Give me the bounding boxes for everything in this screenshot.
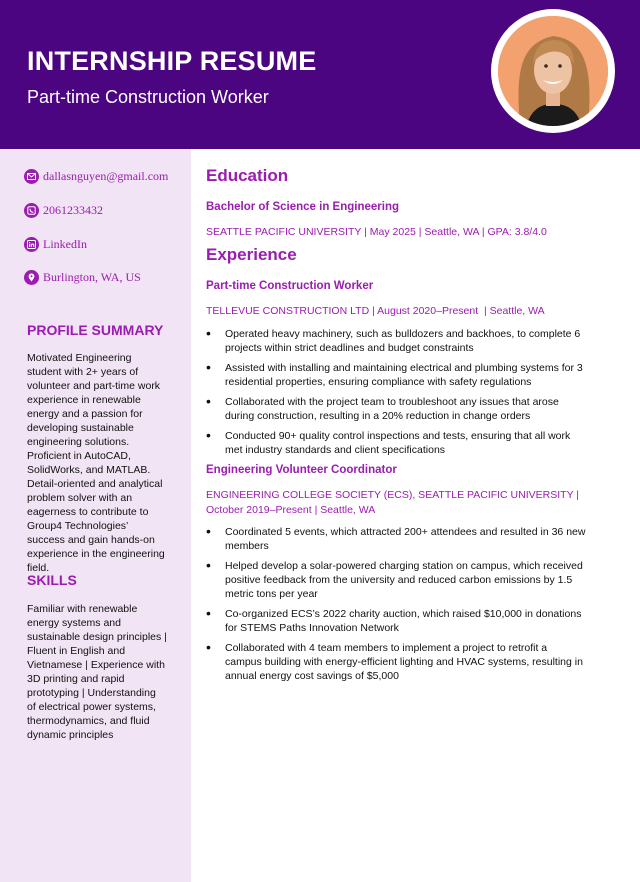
profile-summary-heading: PROFILE SUMMARY xyxy=(27,322,164,338)
list-item: • Conducted 90+ quality control inspections and tests, ensuring that all work met industry standards and client specifications xyxy=(206,429,586,457)
list-item: • Coordinated 5 events, which attracted 200+ attendees and resulted in 36 new members xyxy=(206,525,586,553)
skills-heading: SKILLS xyxy=(27,572,77,588)
job-org: ENGINEERING COLLEGE SOCIETY (ECS), SEATTLE PACIFIC UNIVERSITY | October 2019–Present | Seattle, WA xyxy=(206,489,582,516)
job-bullets xyxy=(206,327,586,463)
experience-heading: Experience xyxy=(206,245,297,264)
list-item: • Collaborated with 4 team members to implement a project to retrofit a campus building with energy-efficient lighting and HVAC systems, resulting in annual energy cost savings of $5,000 xyxy=(206,641,586,683)
sidebar xyxy=(0,149,191,882)
education-heading: Education xyxy=(206,166,289,185)
contact-email-text: dallasnguyen@gmail.com xyxy=(43,169,169,183)
list-item: • Assisted with installing and maintaining electrical and plumbing systems for 3 residential properties, ensuring compliance with safety regulations xyxy=(206,361,586,389)
contact-email[interactable] xyxy=(24,169,168,184)
location-pin-icon xyxy=(24,270,39,285)
contact-location[interactable] xyxy=(24,270,141,285)
list-item: • Operated heavy machinery, such as bulldozers and backhoes, to complete 6 projects within strict deadlines and budget constraints xyxy=(206,327,586,355)
contact-location-text: Burlington, WA, US xyxy=(43,270,141,284)
degree-title: Bachelor of Science in Engineering xyxy=(206,201,399,213)
profile-summary-text: Motivated Engineering student with 2+ years of volunteer and part-time work experience in renewable energy and a passion for developing sustainable engineering solutions. Proficient in AutoCAD, SolidWorks, and MATLAB. Detail-oriented and analytical problem solver with an eagerness to contribute to Group4 Technologies’ success and gain hands-on experience in the engineering field. xyxy=(27,352,165,574)
linkedin-icon xyxy=(24,237,39,252)
list-item: • Co-organized ECS’s 2022 charity auction, which raised $10,000 in donations for STEMS Paths Innovation Network xyxy=(206,607,586,635)
profile-photo-frame xyxy=(491,9,615,133)
page-subtitle: Part-time Construction Worker xyxy=(27,87,269,107)
contact-linkedin-text: LinkedIn xyxy=(43,237,87,251)
page-title: INTERNSHIP RESUME xyxy=(27,46,317,76)
list-item: • Helped develop a solar-powered charging station on campus, which received positive feedback from the university and reduced carbon emissions by 1.5 metric tons per year xyxy=(206,559,586,601)
contact-phone[interactable] xyxy=(24,203,103,218)
contact-phone-text: 2061233432 xyxy=(43,203,103,217)
list-item: • Collaborated with the project team to troubleshoot any issues that arose during construction, resulting in a 20% reduction in change orders xyxy=(206,395,586,423)
resume-header xyxy=(0,0,640,149)
education-details: SEATTLE PACIFIC UNIVERSITY | May 2025 | Seattle, WA | GPA: 3.8/4.0 xyxy=(206,226,547,238)
phone-icon xyxy=(24,203,39,218)
email-icon xyxy=(24,169,39,184)
skills-text: Familiar with renewable energy systems and sustainable design principles | Fluent in English and Vietnamese | Experience with 3D printing and rapid prototyping | Understanding of electrical power systems, thermodynamics, and fluid dynamic principles xyxy=(27,603,167,741)
job-bullets xyxy=(206,525,586,689)
job-org: TELLEVUE CONSTRUCTION LTD | August 2020–Present | Seattle, WA xyxy=(206,305,545,317)
job-title: Part-time Construction Worker xyxy=(206,280,374,292)
profile-photo xyxy=(498,16,608,126)
contact-linkedin[interactable] xyxy=(24,237,87,252)
job-title: Engineering Volunteer Coordinator xyxy=(206,464,397,476)
